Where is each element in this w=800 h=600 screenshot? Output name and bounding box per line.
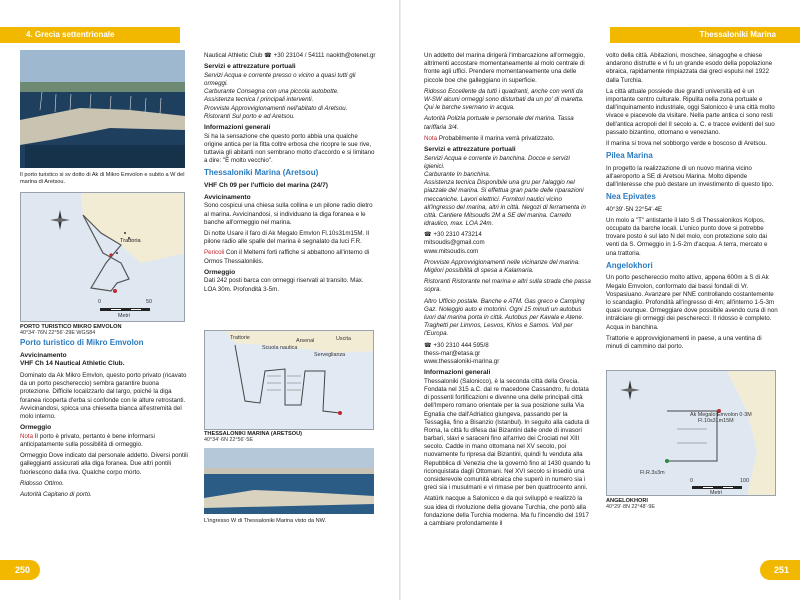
marina-contact: ☎ +30 2310 444 595/8 thess-mar@etasa.gr www.thessaloniki-marina.gr [424,341,500,365]
city-paragraph-2: La città attuale possiede due grandi università ed è un importante centro culturale. Ripulita nella zona portuale e dall'inquinamento industriale, oggi Salonicco è una città molto vivace e piacevole da visitare. Nella parte antica ci sono resti dell'antica acropoli del II secolo a. C. e tracce evidenti del suo passato bizantino, ottomano e veneziano. [606,87,775,136]
map2-place-scuola: Scuola nautica [262,345,298,351]
map3-title: ANGELOKHORI [606,498,648,504]
nota-paragraph [20,433,188,449]
marina-altro: Altro Ufficio postale. Banche e ATM. Gas greco e Camping Gaz. Noleggio auto e motorini. Ogni 15 minuti un autobus luori dal marina porta in città. Autobus per Kavala e Atene. Traghetti per Limnos, Lesvos, Khios e Samos. Voli per l'Europa. [424,297,585,338]
nota-text: Il porto è privato, pertanto è bene informarsi anticipatamente sulla possibilità di ormeggio. [20,432,155,448]
marina-entrance-image [204,448,374,514]
city-paragraph-1: volto della città. Abitazioni, moschee, sinagoghe e chiese andarono distrutte e vi fu un grande esodo della popolazione ebraica, rapidamente rimpiazzata dai greci espulsi nel 1922 dalla Turchia. [606,52,773,84]
map3-light2: Fl.R.3s3m [640,470,665,476]
section-title-angelokhori: Angelokhori [606,260,653,270]
section-title-pilea: Pilea Marina [606,151,653,161]
ormeggio-paragraph: Ormeggio Dove indicato dal personale addetto. Diversi pontili galleggianti assicurati alla diga foranea. Due altri pontili fuoriescono dalla riva. Qualche corpo morto. [20,452,188,476]
nea-coordinates: 40°39'·5N 22°54'·4E [606,205,663,213]
map3-light1: Ak Megalo Emvolon 0·3M [690,412,752,418]
mikro-emvolon-map [20,192,185,322]
generali-paragraph: Si ha la sensazione che questo porto abbia una qualche origine antica per la fitta coltre erbosa che ricopre le sue rive, tuttavia gli abitanti non sembrano molto d'accordo e si limitano a dire: "È molto vecchio". [204,132,375,165]
mitsoudis-contact: ☎ +30 2310 473214 mitsoudis@gmail.com www.mitsoudis.com [424,231,485,255]
left-column-text [20,338,188,502]
page-number-left: 250 [0,560,40,580]
map1-scale-fifty: 50 [146,299,152,305]
ridosso-line: Ridosso Ottimo. [20,479,65,487]
book-spine [399,0,401,600]
map3-light1b: Fl.10s31m15M [698,418,734,424]
harbour-photo-image [20,50,185,168]
marina-autorita: Autorità Polizia portuale e personale del marina. Tassa tariffaria 3/4. [424,115,574,131]
marina-servizi-heading: Servizi e attrezzature portuali [424,145,516,153]
contact-line: Nautical Athletic Club ☎ +30 23104 / 54111 naokth@otenet.gr [204,52,376,59]
map1-scale-zero: 0 [98,299,101,305]
marina-approach: Sono cospicui una chiesa sulla collina e un pilone radio dietro al marina. Avvicinandosi, si individuano la diga foranea e le banche all'ormeggio nel marina. [204,202,373,226]
section-title-mikro-emvolon: Porto turistico di Mikro Emvolon [20,338,144,347]
section-title-thessaloniki: Thessaloniki Marina (Aretsou) [204,168,319,178]
map2-place-arsenal: Arsenal [296,338,315,344]
marina-entrance-caption: L'ingresso W di Thessaloniki Marina visto da NW. [204,518,327,524]
mikro-emvolon-chart [21,193,185,322]
section-header-left: 4. Grecia settentrionale [0,27,180,43]
mid-left-column-text [204,52,376,297]
marina-ridosso: Ridosso Eccellente da tutti i quadranti, anche con venti da W-SW alcuni ormeggi sono disturbati da un po' di maretta. Qui le barche svernano in acqua. [424,87,584,112]
generali-heading: Informazioni generali [204,124,271,132]
marina-pericoli: Pericoli Con il Meltemi forti raffiche si abbattono all'interno di Ormos Thessalonikis. [204,249,370,265]
approach-paragraph: Dominato da Ak Mikro Emvlon, questo porto privato (ricavato da un porto peschereccio) sembra garantire buona protezione. Difficile localizzarlo dal largo, poiché la diga foranea ricoperta d'erba si confonde con le alture retrostanti. Avvicinandosi, spicca una chiesetta bianca all'estremità del molo interno. [20,371,187,420]
history-paragraph: Thessaloniki (Salonicco), è la seconda città della Grecia. Fondata nel 315 a.C. dal re macedone Cassandro, fu dotata di possenti fortificazioni e divenne una delle principali città dell'Impero romano orientale per la sua posizione sulla Via Egnatia che dall'Adriatico giungeva, passando per la Tessaglia, fino a Bisanzio (Istanbul). In seguito alla caduta di Roma, la città fu difesa dai Bizantini dalle onde di invasori barbari, slavi e saraceni fino all'arrivo dei Crociati nel XIII secolo. Cadde in mano ottomana nel XV secolo, poi nuovamente fu ripresa dai Bizantini, quindi fu venduta alla Repubblica di Venezia che la governò fino al 1430 quando fu riconquistata dagli Ottomani. Nel XVI secolo si insediò una considerevole comunità ebraica che superò in numero sia i greci sia i musulmani e vi rimase per ben quattrocento anni. [424,377,591,492]
marina-servizi: Servizi Acqua e corrente in banchina. Docce e servizi igienici. Carburante In banchina. Assistenza tecnica Disponibile una gru per l'alaggio nel piazzale del marina. Si effettua gran parte delle riparazioni meccaniche. Lavori elettrici. Fornitori nautici vicino all'ingresso del marina, altri in città. Negozi di ferramenta in città. Cantiere Mitsoudis 2M a SE del marina. Carrello idraulico, max. LOA 24m. [424,154,586,228]
marina-ormeggio: Dati 242 posti barca con ormeggi riservati al transito. Max. LOA 30m. Profondità 3-5m. [204,277,364,293]
marina-avvicinamento-heading: Avvicinamento [204,193,251,201]
ataturk-paragraph: Atatürk nacque a Salonicco e da qui sviluppò e realizzò la sua idea di rivoluzione della giovane Turchia, che portò alla fondazione della Turchia moderna. Ma fu l'incendio del 1917 a cambiare profondamente il [424,495,589,527]
map1-scalebar [100,308,150,311]
marina-provviste: Provviste Approvvigionamenti nelle vicinanze del marina. Migliori possibilità di spesa a Kalamaria. [424,258,580,275]
map3-scale-unit: Metri [710,490,722,496]
ormeggio-heading: Ormeggio [20,424,52,432]
map2-place-serveglianza: Serveglianza [314,352,346,358]
section-title-nea-epivates: Nea Epivates [606,192,656,202]
servizi-paragraph: Servizi Acqua e corrente presso o vicino a quasi tutti gli ormeggi. Carburante Consegna con una piccola autobotte. Assistenza tecnica I principali interventi. Provviste Approvvigionamenti nell'abitato di Aretsou. Ristoranti Sul porto e ad Aretsou. [204,71,356,120]
map1-scale-unit: Metri [118,313,130,319]
map3-scale-zero: 0 [690,478,693,484]
harbour-photo-caption: Il porto turistico si sv dotto di Ak di Mikro Emvolon e subito a W del marina di Aretsou. [20,172,185,186]
vhf-line: VHF Ch 14 Nautical Athletic Club. [20,360,125,368]
marina-dir-paragraph: Un addetto del marina dirigerà l'imbarcazione all'ormeggio, altrimenti accostare momentaneamente al molo centrale di fronte agli uffici. Prendere momentaneamente una delle piccole boe che galleggiano in superficie. [424,52,585,84]
page-number-right: 251 [760,560,800,580]
compass-rose [50,210,70,230]
marina-generali-heading: Informazioni generali [424,369,491,377]
marina-nota: Nota Probabilmente il marina verrà privatizzato. [424,134,555,142]
marina-vhf: VHF Ch 09 per l'ufficio del marina (24/7) [204,182,328,190]
section-header-right: Thessaloniki Marina [610,27,800,43]
map3-coordinates: 40°29'·8N 22°48'·9E [606,504,655,510]
map2-coordinates: 40°34'·6N 22°56'·5E [204,437,253,443]
compass-rose-2 [620,380,640,400]
angelokhori-paragraph: Un porto peschereccio molto attivo, appena 600m a S di Ak Megalo Emvolon, conformato dai bassi fondali di Vr. Vospasiuano. Avanzare per NNE controllando costantemente lo scandaglio. Profondità all'ingresso di 4m; all'interno 1-5-3m quasi ovunque. Ormeggiare dove possibile avendo cura di non intralciare gli ormeggi dei pescherecci. Il ridosso è completo. Acqua in banchina. [606,274,778,331]
map2-title: THESSALONIKI MARINA (ARETSOU) [204,431,302,437]
avvicinamento-heading: Avvicinamento [20,351,67,359]
right-column-text [606,52,778,354]
mid-right-column-text [424,52,592,531]
autorita-line: Autorità Capitano di porto. [20,490,92,498]
nota-label: Nota [20,432,34,440]
marina-ormeggio-heading: Ormeggio [204,268,236,276]
city-paragraph-3: Il marina si trova nel sobborgo verde e boscoso di Aretsou. [606,139,767,147]
map1-coordinates: 40°34'·76N 22°56'·29E WGS84 [20,330,96,336]
map3-scale-hundred: 100 [740,478,749,484]
harbour-photo [20,50,185,168]
map2-place-uscita: Uscita [336,336,351,342]
angelokhori-paragraph-2: Trattorie e approvvigionamenti in paese, a una ventina di minuti di cammino dal porto. [606,334,762,350]
map3-scalebar [692,486,742,489]
map1-trattoria-label: Trattoria [120,238,141,244]
marina-night: Di notte Usare il faro di Ak Megalo Emvlon Fl.10s31m15M. Il pilone radio alle spalle del marina è segnalato da luci F.R. [204,229,370,246]
pilea-paragraph: In progetto la realizzazione di un nuovo marina vicino all'aeroporto a SE di Aretsou Marina. Molto dipende dall'interesse che può destare un investimento di questo tipo. [606,164,774,188]
servizi-heading: Servizi e attrezzature portuali [204,63,296,71]
nea-paragraph: Un molo a "T" antistante il lato S di Thessalonikos Kolpos, occupato da barche locali. L'unico punto dove si potrebbe trovare posto è sul lato N del molo, con protezione solo dai venti da S. Ormeggio in 1-5-2m d'acqua. A terra, mercato e una trattoria. [606,216,768,257]
map2-place-trattorie: Trattorie [230,335,250,341]
marina-ristoranti: Ristoranti Ristorante nel marina e altri sulla strada che passa sopra. [424,278,591,294]
map1-title: PORTO TURISTICO MIKRO EMVOLON [20,324,122,330]
marina-entrance-photo [204,448,374,514]
